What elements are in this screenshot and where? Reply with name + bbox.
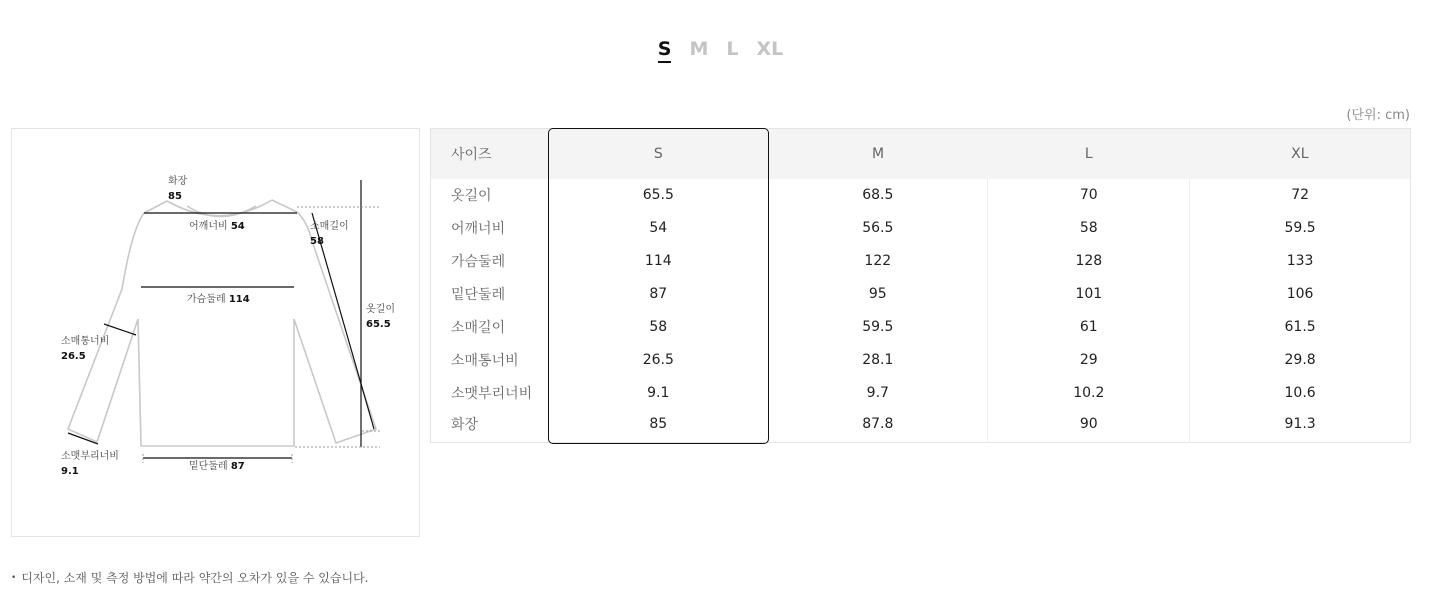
bullet-icon: •	[11, 573, 17, 583]
table-cell: 87	[649, 286, 668, 302]
table-cell: 9.7	[866, 385, 889, 401]
size-tab-l[interactable]: L	[726, 38, 739, 60]
table-row	[431, 245, 1411, 278]
table-cell: 61	[988, 311, 1190, 344]
diagram-label-sleeve-length: 소매길이	[310, 221, 349, 232]
table-cell: 59.5	[862, 319, 894, 335]
diagram-label-chest: 가슴둘레 114	[187, 294, 250, 305]
table-cell: 95	[868, 286, 887, 302]
table-cell: 65.5	[642, 187, 674, 203]
table-header-xl: XL	[1190, 129, 1411, 179]
row-label: 옷길이	[451, 188, 492, 204]
table-cell: 10.6	[1190, 377, 1411, 410]
row-label: 어깨너비	[451, 221, 506, 237]
diagram-label-shoulder: 어깨너비 54	[189, 221, 245, 232]
table-cell: 29.8	[1190, 344, 1411, 377]
table-cell: 122	[864, 253, 892, 269]
table-cell: 26.5	[642, 352, 674, 368]
diagram-value-length: 65.5	[366, 319, 391, 330]
table-row	[431, 179, 1411, 212]
table-cell: 9.1	[647, 385, 670, 401]
row-label: 소매길이	[451, 320, 506, 336]
size-tabs	[0, 36, 1441, 62]
row-label: 가슴둘레	[451, 254, 506, 270]
table-cell: 28.1	[862, 352, 894, 368]
table-cell: 70	[988, 179, 1190, 212]
diagram-value-sleeve-width: 26.5	[61, 351, 86, 362]
table-cell: 58	[988, 212, 1190, 245]
table-cell: 56.5	[862, 220, 894, 236]
diagram-label-sleeve-total: 화장	[168, 176, 188, 187]
table-row	[431, 311, 1411, 344]
table-row	[431, 377, 1411, 410]
table-cell: 85	[649, 416, 668, 433]
table-cell: 29	[988, 344, 1190, 377]
size-tab-m[interactable]: M	[689, 38, 709, 60]
diagram-label-sleeve-width: 소매통너비	[61, 336, 110, 347]
table-header-l: L	[988, 129, 1190, 179]
table-header-size: 사이즈	[431, 129, 549, 179]
table-cell: 114	[644, 253, 672, 269]
diagram-label-cuff: 소맷부리너비	[61, 451, 119, 462]
row-label: 소매통너비	[451, 353, 519, 369]
table-header-row	[431, 129, 1411, 179]
measurement-disclaimer: • 디자인, 소재 및 측정 방법에 따라 약간의 오차가 있을 수 있습니다.	[11, 571, 369, 585]
diagram-value-cuff: 9.1	[61, 466, 79, 477]
size-tab-xl[interactable]: XL	[756, 38, 784, 60]
diagram-value-sleeve-length: 58	[310, 236, 324, 247]
table-cell: 90	[988, 410, 1190, 443]
table-cell: 59.5	[1190, 212, 1411, 245]
table-cell: 68.5	[862, 187, 894, 203]
table-cell: 61.5	[1190, 311, 1411, 344]
table-cell: 128	[988, 245, 1190, 278]
table-row	[431, 344, 1411, 377]
row-label: 화장	[451, 417, 479, 434]
table-cell: 87.8	[862, 416, 894, 433]
size-tab-s[interactable]: S	[649, 36, 681, 62]
table-cell: 54	[649, 220, 668, 236]
row-label: 밑단둘레	[451, 287, 506, 303]
table-header-m: M	[768, 129, 988, 179]
measurement-diagram	[11, 128, 420, 537]
unit-label: (단위: cm)	[1346, 108, 1410, 123]
table-cell: 106	[1190, 278, 1411, 311]
table-cell: 101	[988, 278, 1190, 311]
table-row	[431, 410, 1411, 443]
table-cell: 10.2	[988, 377, 1190, 410]
diagram-value-sleeve-total: 85	[168, 191, 182, 202]
table-header-s: S	[548, 129, 768, 179]
table-cell: 91.3	[1190, 410, 1411, 443]
table-row	[431, 278, 1411, 311]
table-cell: 58	[649, 319, 668, 335]
table-row	[431, 212, 1411, 245]
size-chart-table	[430, 128, 1411, 443]
table-cell: 72	[1190, 179, 1411, 212]
table-cell: 133	[1190, 245, 1411, 278]
diagram-label-hem: 밑단둘레 87	[189, 461, 245, 472]
diagram-label-length: 옷길이	[366, 304, 395, 315]
row-label: 소맷부리너비	[451, 386, 533, 402]
